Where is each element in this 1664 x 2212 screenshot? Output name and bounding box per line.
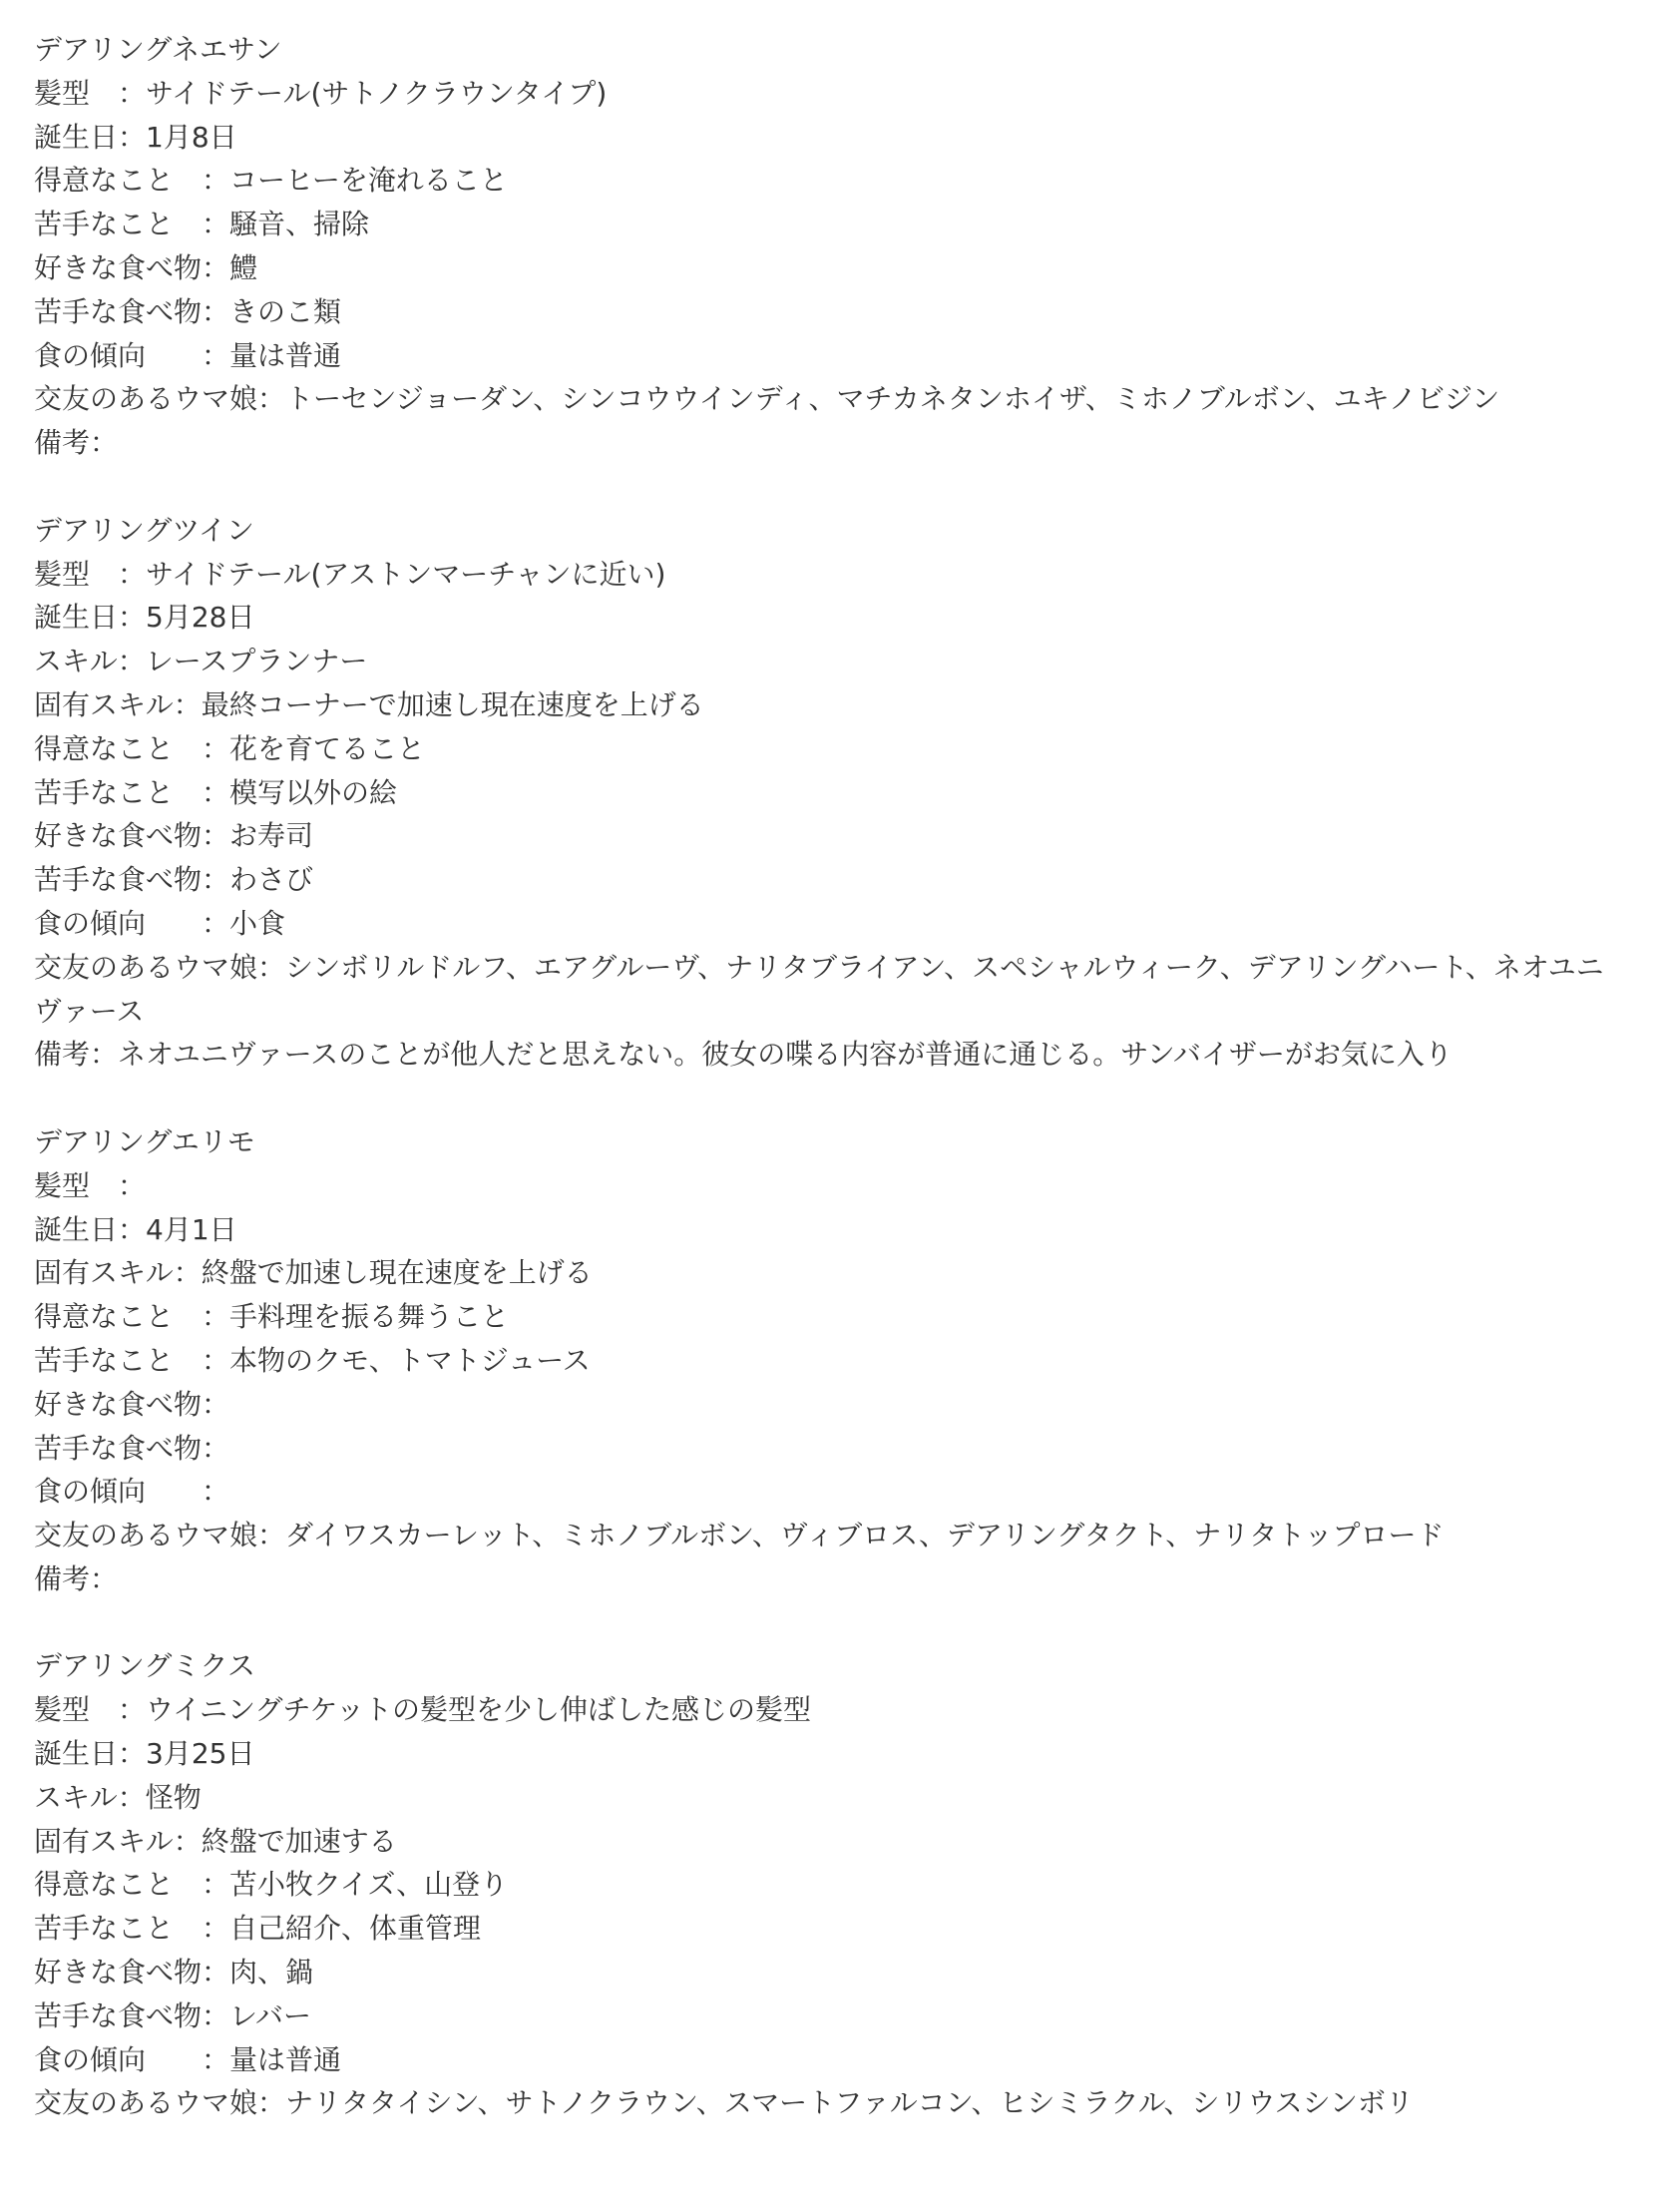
eating-tendency-line: 食の傾向 ：量は普通 xyxy=(34,338,342,372)
hairstyle-line: 髪型 ：サイドテール(サトノクラウンタイプ) xyxy=(34,76,608,110)
friends-line: 交友のあるウマ娘：ダイワスカーレット、ミホノブルボン、ヴィブロス、デアリングタクト、ナリタトップロード xyxy=(34,1519,1445,1552)
profile-name: デアリングエリモ xyxy=(34,1124,255,1158)
unique-skill-line: 固有スキル：終盤で加速し現在速度を上げる xyxy=(34,1256,593,1290)
bad-at-line: 苦手なこと ：自己紹介、体重管理 xyxy=(34,1912,482,1946)
notes-line: 備考： xyxy=(34,426,119,460)
favorite-food-line: 好きな食べ物：お寿司 xyxy=(34,819,314,853)
unique-skill-line: 固有スキル：最終コーナーで加速し現在速度を上げる xyxy=(34,687,704,721)
bad-at-line: 苦手なこと ：本物のクモ、トマトジュース xyxy=(34,1343,591,1377)
birthday-line: 誕生日：4月1日 xyxy=(34,1212,237,1246)
eating-tendency-line: 食の傾向 ：量は普通 xyxy=(34,2042,342,2076)
friends-line: 交友のあるウマ娘：ナリタタイシン、サトノクラウン、スマートファルコン、ヒシミラクル、シリウスシンボリ xyxy=(34,2086,1414,2120)
bad-at-line: 苦手なこと ：模写以外の絵 xyxy=(34,775,398,809)
birthday-line: 誕生日：3月25日 xyxy=(34,1737,255,1771)
hairstyle-line: 髪型 ：サイドテール(アストンマーチャンに近い) xyxy=(34,557,666,591)
eating-tendency-line: 食の傾向 ：小食 xyxy=(34,906,286,940)
profile-block xyxy=(34,1644,1640,2125)
favorite-food-line: 好きな食べ物：肉、鍋 xyxy=(34,1956,314,1990)
profile-block xyxy=(34,1120,1640,1601)
skill-line: スキル：怪物 xyxy=(34,1780,202,1814)
profile-name: デアリングツイン xyxy=(34,513,254,547)
profile-name: デアリングミクス xyxy=(34,1649,256,1683)
unique-skill-line: 固有スキル：終盤で加速する xyxy=(34,1824,397,1858)
friends-line: 交友のあるウマ娘：シンボリルドルフ、エアグルーヴ、ナリタブライアン、スペシャルウィーク、デアリングハート、ネオユニヴァース xyxy=(34,950,1604,1028)
bad-at-line: 苦手なこと ：騒音、掃除 xyxy=(34,208,370,241)
friends-line: 交友のあるウマ娘：トーセンジョーダン、シンコウウインディ、マチカネタンホイザ、ミホノブルボン、ユキノビジン xyxy=(34,382,1500,416)
birthday-line: 誕生日：1月8日 xyxy=(34,120,237,154)
section-gap xyxy=(34,1601,1640,1645)
section-gap xyxy=(34,1077,1640,1120)
disliked-food-line: 苦手な食べ物： xyxy=(34,1431,230,1465)
good-at-line: 得意なこと ：苫小牧クイズ、山登り xyxy=(34,1868,509,1902)
hairstyle-line: 髪型 ： xyxy=(34,1168,147,1202)
profile-name: デアリングネエサン xyxy=(34,33,282,66)
good-at-line: 得意なこと ：コーヒーを淹れること xyxy=(34,164,508,198)
profile-block xyxy=(34,509,1640,1077)
good-at-line: 得意なこと ：手料理を振る舞うこと xyxy=(34,1300,510,1334)
skill-line: スキル：レースプランナー xyxy=(34,645,368,678)
favorite-food-line: 好きな食べ物：鱧 xyxy=(34,250,258,284)
favorite-food-line: 好きな食べ物： xyxy=(34,1387,230,1421)
notes-line: 備考： xyxy=(34,1561,119,1595)
disliked-food-line: 苦手な食べ物：レバー xyxy=(34,1998,312,2032)
birthday-line: 誕生日：5月28日 xyxy=(34,601,255,635)
profile-block xyxy=(34,28,1640,465)
disliked-food-line: 苦手な食べ物：きのこ類 xyxy=(34,294,342,328)
notes-line: 備考：ネオユニヴァースのことが他人だと思えない。彼女の喋る内容が普通に通じる。サンバイザーがお気に入り xyxy=(34,1038,1453,1072)
disliked-food-line: 苦手な食べ物：わさび xyxy=(34,863,314,897)
hairstyle-line: 髪型 ：ウイニングチケットの髪型を少し伸ばした感じの髪型 xyxy=(34,1693,811,1727)
eating-tendency-line: 食の傾向 ： xyxy=(34,1475,230,1509)
good-at-line: 得意なこと ：花を育てること xyxy=(34,731,426,765)
profile-document xyxy=(34,28,1640,2125)
section-gap xyxy=(34,465,1640,509)
